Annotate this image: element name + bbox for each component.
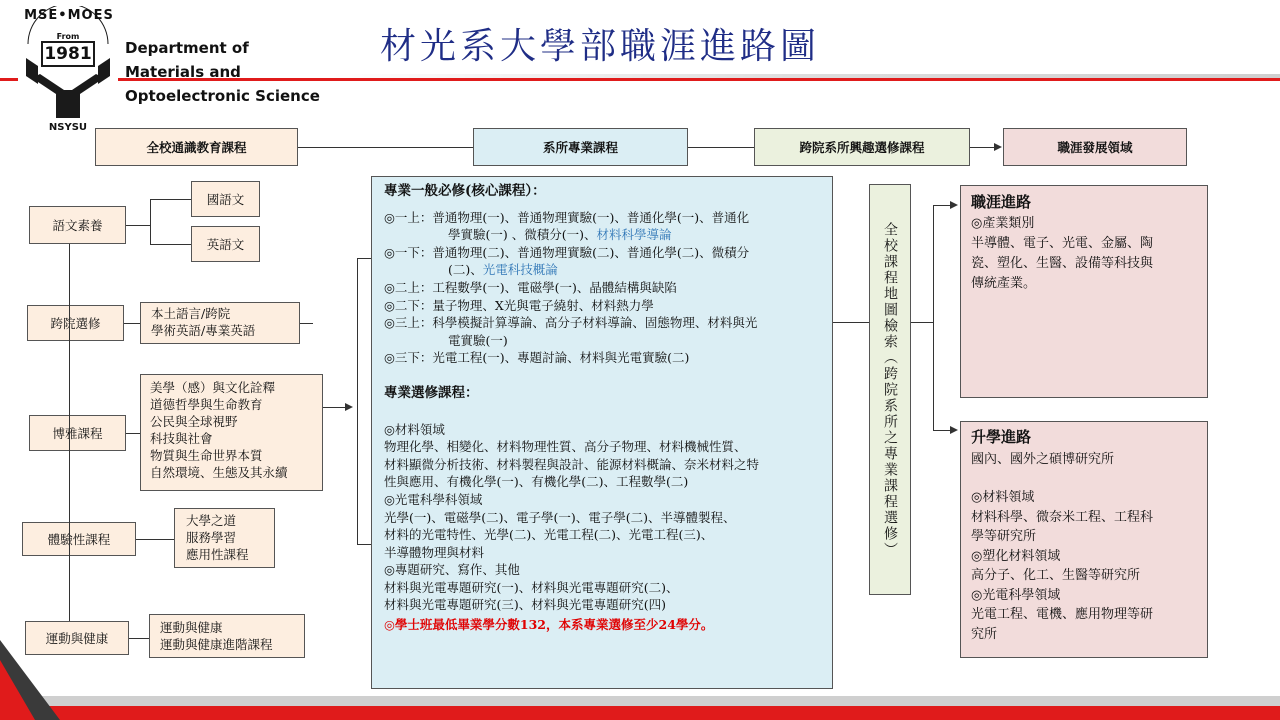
connector — [357, 258, 371, 259]
bottom-gray-band — [0, 696, 1280, 706]
further-study-line: 學等研究所 — [971, 529, 1037, 544]
career-path-line: 傳統產業。 — [971, 276, 1037, 291]
further-study-line: ◎塑化材料領域 — [971, 548, 1061, 564]
core-line: ◎一下：普通物理(二)、普通物理實驗(二)、普通化學(二)、微積分 — [384, 244, 750, 260]
left-spine — [69, 244, 70, 621]
chinese-box: 國語文 — [191, 181, 260, 217]
connector — [124, 323, 140, 324]
further-study-line: ◎光電科學領域 — [971, 587, 1061, 603]
core-line: ◎二下：量子物理、X光與電子繞射、材料熱力學 — [384, 297, 654, 313]
career-path-line: 半導體、電子、光電、金屬、陶 — [971, 236, 1154, 251]
further-study-spacer — [971, 469, 1197, 488]
connector — [933, 205, 950, 206]
further-study-line: 材料科學、微奈米工程、工程科 — [971, 509, 1154, 525]
department-logo — [18, 6, 118, 136]
department-curriculum-box — [371, 176, 833, 689]
cross-college-items — [140, 302, 300, 344]
core-line: ◎一上：普通物理(一)、普通物理實驗(一)、普通化學(一)、普通化 — [384, 209, 750, 225]
elective-heading: 專業選修課程： — [384, 384, 479, 401]
department-line-2: Materials and — [125, 63, 241, 81]
department-name — [125, 36, 320, 108]
cross-college-item: 本土語言/跨院 — [151, 306, 231, 321]
elective-line: 物理化學、相變化、材料物理性質、高分子物理、材料機械性質、 — [384, 439, 747, 455]
corner-decoration-red — [0, 660, 35, 720]
liberal-arts-box: 博雅課程 — [29, 415, 126, 451]
department-line-3: Optoelectronic Science — [125, 87, 320, 105]
connector — [150, 244, 191, 245]
logo-arc-text: MSE•MOES — [24, 8, 114, 23]
sports-health-item: 運動與健康 — [160, 620, 223, 635]
bottom-red-band — [0, 706, 1280, 720]
connector — [136, 539, 174, 540]
liberal-arts-items — [140, 374, 323, 491]
arrow-head-icon — [994, 143, 1002, 151]
elective-line: 光學(一)、電磁學(二)、電子學(一)、電子學(二)、半導體製程、 — [384, 509, 736, 525]
course-map-search-text: 全校課程地圖檢索（跨院系所之專業課程選修） — [882, 221, 898, 558]
intro-opto-link: 光電科技概論 — [482, 262, 558, 278]
core-line-text: (二)、 — [448, 262, 483, 278]
elective-line: 材料的光電特性、光學(二)、光電工程(二)、光電工程(三)、 — [384, 527, 714, 543]
arrow-head-icon — [950, 426, 958, 434]
elective-line: 材料顯微分析技術、材料製程與設計、能源材料概論、奈米材料之特 — [384, 456, 760, 472]
language-literacy-box: 語文素養 — [29, 206, 126, 244]
career-path-sub: ◎產業類別 — [971, 216, 1035, 231]
right-bracket — [933, 205, 934, 430]
connector — [126, 225, 150, 226]
further-study-title: 升學進路 — [971, 428, 1032, 446]
elective-line: 材料與光電專題研究(三)、材料與光電專題研究(四) — [384, 597, 667, 613]
materials-field-heading: ◎材料領域 — [384, 421, 445, 437]
further-study-line: ◎材料領域 — [971, 490, 1035, 505]
header-department-courses: 系所專業課程 — [473, 128, 688, 166]
page-title: 材光系大學部職涯進路圖 — [380, 26, 821, 67]
further-study-line: 高分子、化工、生醫等研究所 — [971, 568, 1141, 583]
header-connector — [688, 147, 754, 148]
core-line-text: 學實驗(一) 、微積分(一)、 — [448, 227, 597, 243]
department-line-1: Department of — [125, 39, 249, 57]
header-general-education: 全校通識教育課程 — [95, 128, 298, 166]
core-line — [384, 226, 822, 244]
liberal-arts-item: 公民與全球視野 — [150, 414, 238, 429]
experiential-box: 體驗性課程 — [22, 522, 136, 556]
connector — [933, 430, 950, 431]
further-study-line: 究所 — [971, 626, 998, 642]
experiential-item: 大學之道 — [186, 513, 237, 528]
logo-from: From — [56, 32, 80, 41]
liberal-arts-item: 物質與生命世界本質 — [150, 448, 263, 463]
experiential-item: 服務學習 — [186, 530, 237, 545]
opto-field-heading: ◎光電科學科領域 — [384, 491, 483, 507]
header-connector — [970, 147, 996, 148]
further-study-line: 光電工程、電機、應用物理等研 — [971, 607, 1154, 622]
connector — [129, 638, 149, 639]
liberal-arts-item: 道德哲學與生命教育 — [150, 397, 263, 412]
career-path-line: 瓷、塑化、生醫、設備等科技與 — [971, 256, 1154, 271]
further-study-line: 國內、國外之碩博研究所 — [971, 451, 1115, 467]
logo-nsysu: NSYSU — [48, 122, 88, 133]
sports-health-items — [149, 614, 305, 658]
language-branch — [150, 199, 151, 244]
sports-health-item: 運動與健康進階課程 — [160, 637, 273, 652]
logo-year: 1981 — [44, 44, 92, 64]
elective-line: 半導體物理與材料 — [384, 544, 485, 560]
core-line — [384, 261, 822, 279]
elective-line: 材料與光電專題研究(一)、材料與光電專題研究(二)、 — [384, 579, 679, 595]
experiential-item: 應用性課程 — [186, 547, 249, 562]
connector — [126, 433, 140, 434]
career-path-box — [960, 185, 1208, 398]
project-heading: ◎專題研究、寫作、其他 — [384, 562, 520, 578]
intro-materials-link: 材料科學導論 — [596, 227, 672, 243]
connector — [323, 407, 345, 408]
arrow-head-icon — [950, 201, 958, 209]
core-heading: 專業一般必修(核心課程）： — [384, 183, 546, 199]
career-path-title: 職涯進路 — [971, 193, 1032, 211]
sports-health-box: 運動與健康 — [25, 621, 129, 655]
graduation-credit-note: ◎學士班最低畢業學分數132，本系專業選修至少24學分。 — [384, 617, 714, 633]
connector — [911, 322, 933, 323]
elective-line: 性與應用、有機化學(一)、有機化學(二)、工程數學(二) — [384, 474, 689, 490]
liberal-arts-item: 科技與社會 — [150, 431, 213, 446]
further-study-box — [960, 421, 1208, 658]
core-line: ◎二上：工程數學(一)、電磁學(一)、晶體結構與缺陷 — [384, 279, 677, 295]
cross-college-box: 跨院選修 — [27, 305, 124, 341]
course-map-search-box — [869, 184, 911, 595]
connector — [833, 322, 869, 323]
cross-college-item: 學術英語/專業英語 — [151, 323, 256, 338]
connector — [150, 199, 191, 200]
core-line: 電實驗(一) — [448, 332, 508, 348]
connector — [357, 544, 371, 545]
header-connector — [298, 147, 473, 148]
header-cross-college: 跨院系所興趣選修課程 — [754, 128, 970, 166]
liberal-arts-item: 自然環境、生態及其永續 — [150, 465, 288, 480]
connector — [300, 323, 313, 324]
header-career-fields: 職涯發展領域 — [1003, 128, 1187, 166]
core-line: ◎三上：科學模擬計算導論、高分子材料導論、固態物理、材料與光 — [384, 315, 758, 331]
english-box: 英語文 — [191, 226, 260, 262]
arrow-head-icon — [345, 403, 353, 411]
liberal-arts-item: 美學（感）與文化詮釋 — [150, 380, 276, 395]
experiential-items — [174, 508, 275, 568]
bracket-line — [357, 258, 358, 544]
core-line: ◎三下：光電工程(一)、專題討論、材料與光電實驗(二) — [384, 350, 690, 366]
